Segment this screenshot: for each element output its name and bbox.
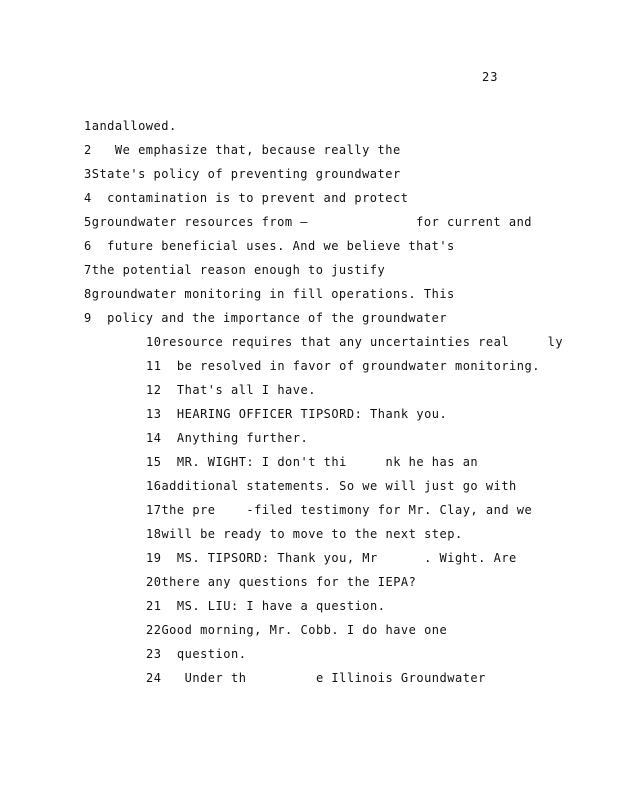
transcript-line: 13 HEARING OFFICER TIPSORD: Thank you. (146, 407, 448, 421)
transcript-line: 16additional statements. So we will just go with (146, 479, 517, 493)
transcript-line: 4 contamination is to prevent and protect (84, 191, 409, 205)
transcript-line: 18will be ready to move to the next step. (146, 527, 463, 541)
transcript-line: 8groundwater monitoring in fill operations. This (84, 287, 455, 301)
transcript-line: 14 Anything further. (146, 431, 309, 445)
page-number: 23 (482, 70, 499, 84)
transcript-line: 23 question. (146, 647, 247, 661)
transcript-line: 10resource requires that any uncertainties real ly (146, 335, 564, 349)
transcript-line: 1andallowed. (84, 119, 177, 133)
transcript-line: 5groundwater resources from – for current and (84, 215, 533, 229)
transcript-line: 11 be resolved in favor of groundwater monitoring. (146, 359, 540, 373)
transcript-line: 19 MS. TIPSORD: Thank you, Mr . Wight. Are (146, 551, 517, 565)
transcript-line: 17the pre -filed testimony for Mr. Clay, and we (146, 503, 533, 517)
transcript-line: 7the potential reason enough to justify (84, 263, 386, 277)
transcript-line: 21 MS. LIU: I have a question. (146, 599, 386, 613)
transcript-line: 2 We emphasize that, because really the (84, 143, 401, 157)
transcript-line: 6 future beneficial uses. And we believe that's (84, 239, 455, 253)
transcript-line: 9 policy and the importance of the groundwater (84, 311, 448, 325)
transcript-line: 24 Under th e Illinois Groundwater (146, 671, 486, 685)
transcript-line: 22Good morning, Mr. Cobb. I do have one (146, 623, 448, 637)
transcript-line: 20there any questions for the IEPA? (146, 575, 417, 589)
transcript-line: 15 MR. WIGHT: I don't thi nk he has an (146, 455, 479, 469)
transcript-line: 3State's policy of preventing groundwater (84, 167, 401, 181)
transcript-line: 12 That's all I have. (146, 383, 316, 397)
